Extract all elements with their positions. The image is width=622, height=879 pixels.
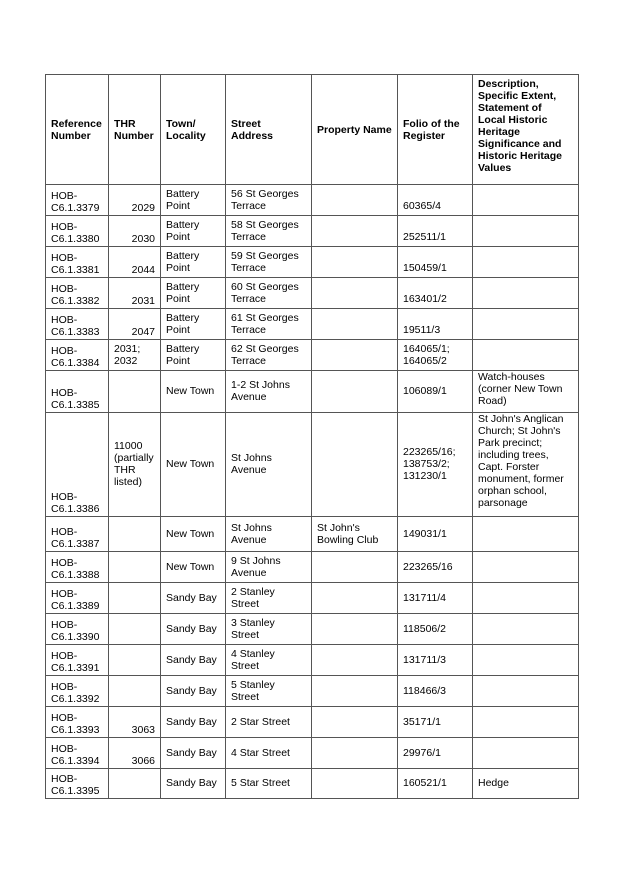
description-cell: [473, 738, 579, 769]
description-cell: [473, 552, 579, 583]
thr-number-cell: [109, 676, 161, 707]
thr-number-cell: [109, 552, 161, 583]
property-name-cell: [312, 769, 398, 799]
reference-number-cell: HOB- C6.1.3379: [46, 185, 109, 216]
thr-number-cell: [109, 645, 161, 676]
folio-cell: 223265/16; 138753/2; 131230/1: [398, 413, 473, 517]
description-cell: [473, 583, 579, 614]
thr-number-cell: 2031: [109, 278, 161, 309]
thr-number-cell: 2047: [109, 309, 161, 340]
street-address-cell: 1-2 St Johns Avenue: [226, 371, 312, 413]
description-cell: [473, 707, 579, 738]
folio-cell: 35171/1: [398, 707, 473, 738]
table-row: [46, 614, 579, 645]
thr-number-cell: 3066: [109, 738, 161, 769]
street-address-cell: 5 Stanley Street: [226, 676, 312, 707]
table-row: [46, 216, 579, 247]
folio-cell: 252511/1: [398, 216, 473, 247]
property-name-cell: [312, 247, 398, 278]
reference-number-cell: HOB- C6.1.3389: [46, 583, 109, 614]
town-cell: New Town: [161, 413, 226, 517]
street-address-cell: 58 St Georges Terrace: [226, 216, 312, 247]
header-reference-number: Reference Number: [46, 75, 109, 185]
street-address-cell: 4 Star Street: [226, 738, 312, 769]
street-address-cell: 60 St Georges Terrace: [226, 278, 312, 309]
property-name-cell: [312, 552, 398, 583]
thr-number-cell: 2030: [109, 216, 161, 247]
table-row: [46, 413, 579, 517]
description-cell: Hedge: [473, 769, 579, 799]
table-row: [46, 707, 579, 738]
description-cell: [473, 645, 579, 676]
folio-cell: 223265/16: [398, 552, 473, 583]
folio-cell: 149031/1: [398, 517, 473, 552]
table-row: [46, 371, 579, 413]
description-cell: [473, 676, 579, 707]
reference-number-cell: HOB- C6.1.3387: [46, 517, 109, 552]
description-cell: [473, 340, 579, 371]
folio-cell: 131711/4: [398, 583, 473, 614]
property-name-cell: [312, 413, 398, 517]
reference-number-cell: HOB- C6.1.3381: [46, 247, 109, 278]
street-address-cell: 61 St Georges Terrace: [226, 309, 312, 340]
town-cell: Battery Point: [161, 247, 226, 278]
reference-number-cell: HOB- C6.1.3392: [46, 676, 109, 707]
folio-cell: 60365/4: [398, 185, 473, 216]
description-cell: Watch-houses (corner New Town Road): [473, 371, 579, 413]
description-cell: [473, 185, 579, 216]
town-cell: Sandy Bay: [161, 645, 226, 676]
property-name-cell: [312, 738, 398, 769]
table-row: [46, 645, 579, 676]
folio-cell: 163401/2: [398, 278, 473, 309]
description-cell: [473, 247, 579, 278]
folio-cell: 118466/3: [398, 676, 473, 707]
reference-number-cell: HOB- C6.1.3382: [46, 278, 109, 309]
thr-number-cell: [109, 614, 161, 645]
reference-number-cell: HOB- C6.1.3394: [46, 738, 109, 769]
reference-number-cell: HOB- C6.1.3384: [46, 340, 109, 371]
heritage-table: [45, 74, 579, 799]
street-address-cell: 2 Star Street: [226, 707, 312, 738]
folio-cell: 118506/2: [398, 614, 473, 645]
reference-number-cell: HOB- C6.1.3386: [46, 413, 109, 517]
street-address-cell: 5 Star Street: [226, 769, 312, 799]
thr-number-cell: 3063: [109, 707, 161, 738]
description-cell: [473, 309, 579, 340]
property-name-cell: St John's Bowling Club: [312, 517, 398, 552]
folio-cell: 106089/1: [398, 371, 473, 413]
property-name-cell: [312, 185, 398, 216]
folio-cell: 131711/3: [398, 645, 473, 676]
reference-number-cell: HOB- C6.1.3395: [46, 769, 109, 799]
street-address-cell: 9 St Johns Avenue: [226, 552, 312, 583]
town-cell: Sandy Bay: [161, 614, 226, 645]
table-header-row: [46, 75, 579, 185]
table-row: [46, 278, 579, 309]
table-row: [46, 309, 579, 340]
thr-number-cell: [109, 583, 161, 614]
town-cell: Battery Point: [161, 340, 226, 371]
street-address-cell: St Johns Avenue: [226, 413, 312, 517]
thr-number-cell: [109, 517, 161, 552]
header-description: Description, Specific Extent, Statement of Local Historic Heritage Significance and Historic Heritage Values: [473, 75, 579, 185]
town-cell: Sandy Bay: [161, 738, 226, 769]
table-row: [46, 185, 579, 216]
table-row: [46, 340, 579, 371]
town-cell: New Town: [161, 371, 226, 413]
property-name-cell: [312, 309, 398, 340]
table-row: [46, 552, 579, 583]
description-cell: [473, 614, 579, 645]
reference-number-cell: HOB- C6.1.3390: [46, 614, 109, 645]
property-name-cell: [312, 614, 398, 645]
table-row: [46, 517, 579, 552]
town-cell: Sandy Bay: [161, 769, 226, 799]
description-cell: [473, 216, 579, 247]
thr-number-cell: 2029: [109, 185, 161, 216]
property-name-cell: [312, 371, 398, 413]
street-address-cell: St Johns Avenue: [226, 517, 312, 552]
property-name-cell: [312, 340, 398, 371]
street-address-cell: 3 Stanley Street: [226, 614, 312, 645]
property-name-cell: [312, 707, 398, 738]
folio-cell: 160521/1: [398, 769, 473, 799]
town-cell: Battery Point: [161, 309, 226, 340]
reference-number-cell: HOB- C6.1.3393: [46, 707, 109, 738]
town-cell: New Town: [161, 552, 226, 583]
thr-number-cell: 2044: [109, 247, 161, 278]
table-row: [46, 247, 579, 278]
table-row: [46, 676, 579, 707]
header-property-name: Property Name: [312, 75, 398, 185]
town-cell: Battery Point: [161, 278, 226, 309]
town-cell: Sandy Bay: [161, 583, 226, 614]
header-street-address: Street Address: [226, 75, 312, 185]
property-name-cell: [312, 216, 398, 247]
street-address-cell: 4 Stanley Street: [226, 645, 312, 676]
thr-number-cell: [109, 371, 161, 413]
property-name-cell: [312, 583, 398, 614]
folio-cell: 164065/1; 164065/2: [398, 340, 473, 371]
header-folio: Folio of the Register: [398, 75, 473, 185]
town-cell: Battery Point: [161, 216, 226, 247]
street-address-cell: 2 Stanley Street: [226, 583, 312, 614]
folio-cell: 150459/1: [398, 247, 473, 278]
reference-number-cell: HOB- C6.1.3383: [46, 309, 109, 340]
reference-number-cell: HOB- C6.1.3380: [46, 216, 109, 247]
street-address-cell: 62 St Georges Terrace: [226, 340, 312, 371]
reference-number-cell: HOB- C6.1.3385: [46, 371, 109, 413]
table-row: [46, 738, 579, 769]
town-cell: New Town: [161, 517, 226, 552]
street-address-cell: 59 St Georges Terrace: [226, 247, 312, 278]
folio-cell: 19511/3: [398, 309, 473, 340]
property-name-cell: [312, 278, 398, 309]
thr-number-cell: [109, 769, 161, 799]
property-name-cell: [312, 645, 398, 676]
header-thr-number: THR Number: [109, 75, 161, 185]
town-cell: Battery Point: [161, 185, 226, 216]
thr-number-cell: 11000 (partially THR listed): [109, 413, 161, 517]
description-cell: [473, 278, 579, 309]
header-town-locality: Town/ Locality: [161, 75, 226, 185]
thr-number-cell: 2031; 2032: [109, 340, 161, 371]
description-cell: St John's Anglican Church; St John's Park precinct; including trees, Capt. Forster monument, former orphan school, parsonage: [473, 413, 579, 517]
folio-cell: 29976/1: [398, 738, 473, 769]
table-row: [46, 769, 579, 799]
table-row: [46, 583, 579, 614]
town-cell: Sandy Bay: [161, 707, 226, 738]
street-address-cell: 56 St Georges Terrace: [226, 185, 312, 216]
description-cell: [473, 517, 579, 552]
reference-number-cell: HOB- C6.1.3391: [46, 645, 109, 676]
property-name-cell: [312, 676, 398, 707]
town-cell: Sandy Bay: [161, 676, 226, 707]
reference-number-cell: HOB- C6.1.3388: [46, 552, 109, 583]
